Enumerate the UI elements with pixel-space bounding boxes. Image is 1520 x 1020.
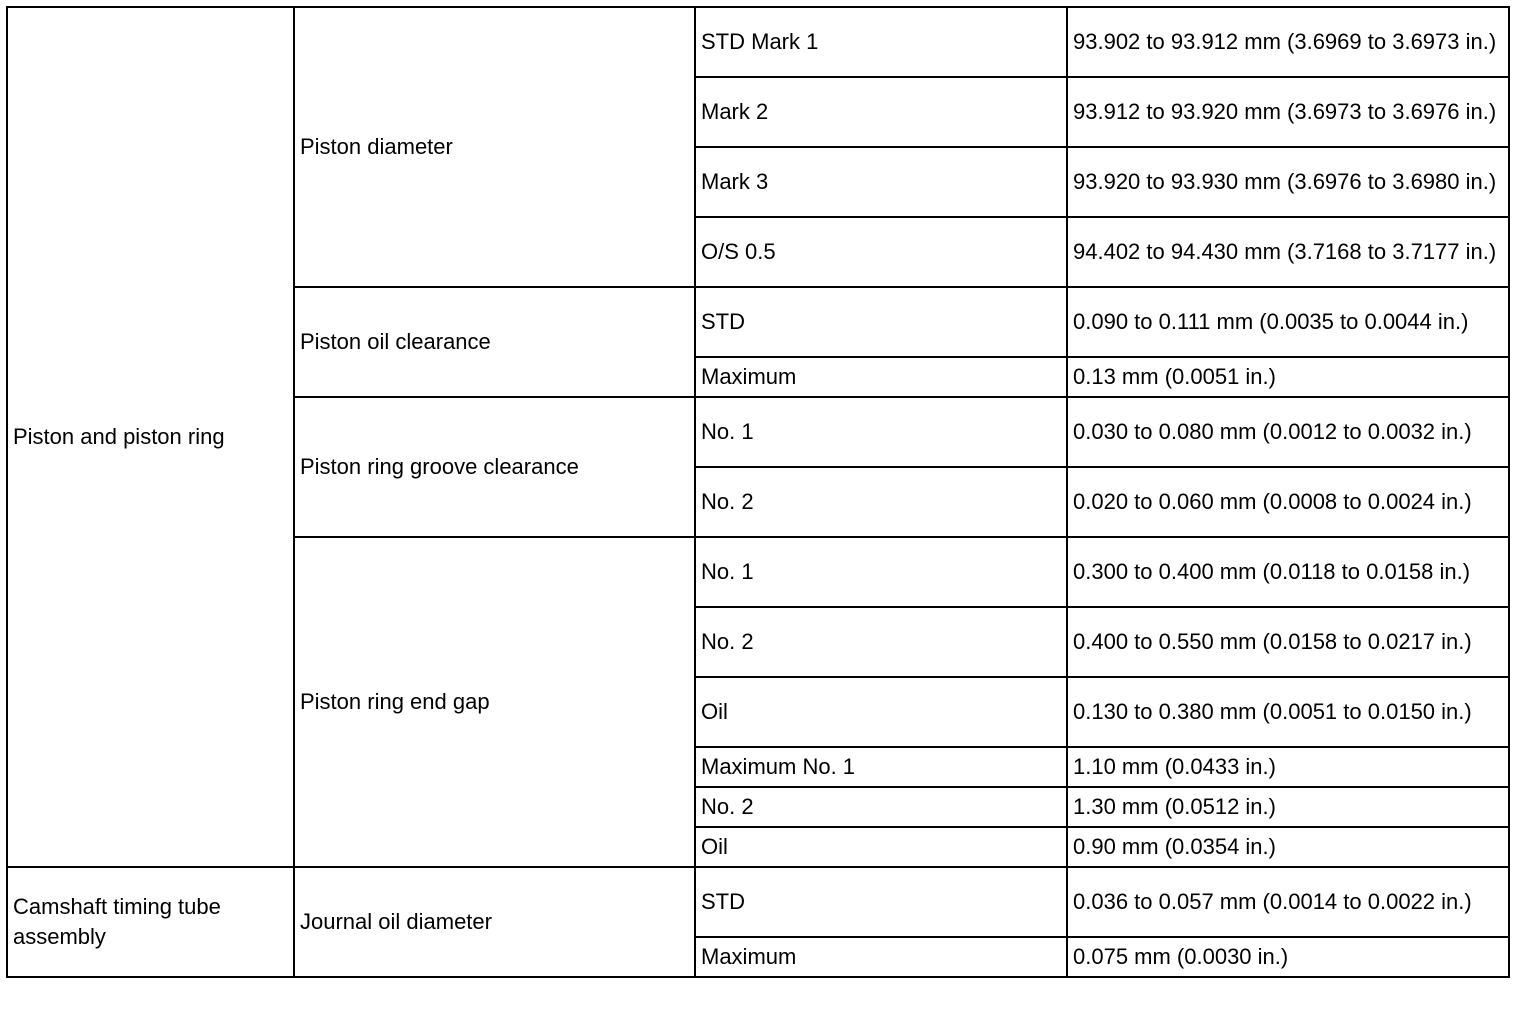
- spec-value: 1.30 mm (0.0512 in.): [1067, 787, 1509, 827]
- spec-value: 0.13 mm (0.0051 in.): [1067, 357, 1509, 397]
- item-label-piston-oil-clearance: Piston oil clearance: [294, 287, 695, 397]
- spec-label: Mark 2: [695, 77, 1067, 147]
- spec-label: Oil: [695, 677, 1067, 747]
- spec-value: 0.400 to 0.550 mm (0.0158 to 0.0217 in.): [1067, 607, 1509, 677]
- spec-value: 0.036 to 0.057 mm (0.0014 to 0.0022 in.): [1067, 867, 1509, 937]
- spec-label: No. 2: [695, 787, 1067, 827]
- spec-value: 0.130 to 0.380 mm (0.0051 to 0.0150 in.): [1067, 677, 1509, 747]
- spec-label: No. 1: [695, 397, 1067, 467]
- spec-label: Maximum: [695, 357, 1067, 397]
- spec-value: 0.090 to 0.111 mm (0.0035 to 0.0044 in.): [1067, 287, 1509, 357]
- spec-value: 0.075 mm (0.0030 in.): [1067, 937, 1509, 977]
- spec-label: STD: [695, 867, 1067, 937]
- spec-label: No. 2: [695, 607, 1067, 677]
- spec-label: Maximum: [695, 937, 1067, 977]
- spec-value: 0.90 mm (0.0354 in.): [1067, 827, 1509, 867]
- item-label-piston-diameter: Piston diameter: [294, 7, 695, 287]
- spec-label: O/S 0.5: [695, 217, 1067, 287]
- spec-label: STD Mark 1: [695, 7, 1067, 77]
- spec-label: Mark 3: [695, 147, 1067, 217]
- group-label-piston-and-ring: Piston and piston ring: [7, 7, 294, 867]
- spec-label: Oil: [695, 827, 1067, 867]
- item-label-ring-groove-clearance: Piston ring groove clearance: [294, 397, 695, 537]
- spec-table: [6, 6, 1510, 978]
- spec-value: 0.300 to 0.400 mm (0.0118 to 0.0158 in.): [1067, 537, 1509, 607]
- item-label-ring-end-gap: Piston ring end gap: [294, 537, 695, 867]
- item-label-journal-oil-diameter: Journal oil diameter: [294, 867, 695, 977]
- spec-value: 93.912 to 93.920 mm (3.6973 to 3.6976 in.): [1067, 77, 1509, 147]
- group-label-camshaft-timing-tube: Camshaft timing tube assembly: [7, 867, 294, 977]
- spec-label: No. 1: [695, 537, 1067, 607]
- spec-value: 0.020 to 0.060 mm (0.0008 to 0.0024 in.): [1067, 467, 1509, 537]
- table-row: [7, 7, 1509, 77]
- spec-value: 93.902 to 93.912 mm (3.6969 to 3.6973 in.): [1067, 7, 1509, 77]
- spec-label: No. 2: [695, 467, 1067, 537]
- spec-value: 94.402 to 94.430 mm (3.7168 to 3.7177 in.): [1067, 217, 1509, 287]
- table-row: [7, 867, 1509, 937]
- spec-label: Maximum No. 1: [695, 747, 1067, 787]
- spec-value: 1.10 mm (0.0433 in.): [1067, 747, 1509, 787]
- spec-value: 0.030 to 0.080 mm (0.0012 to 0.0032 in.): [1067, 397, 1509, 467]
- spec-label: STD: [695, 287, 1067, 357]
- spec-value: 93.920 to 93.930 mm (3.6976 to 3.6980 in.): [1067, 147, 1509, 217]
